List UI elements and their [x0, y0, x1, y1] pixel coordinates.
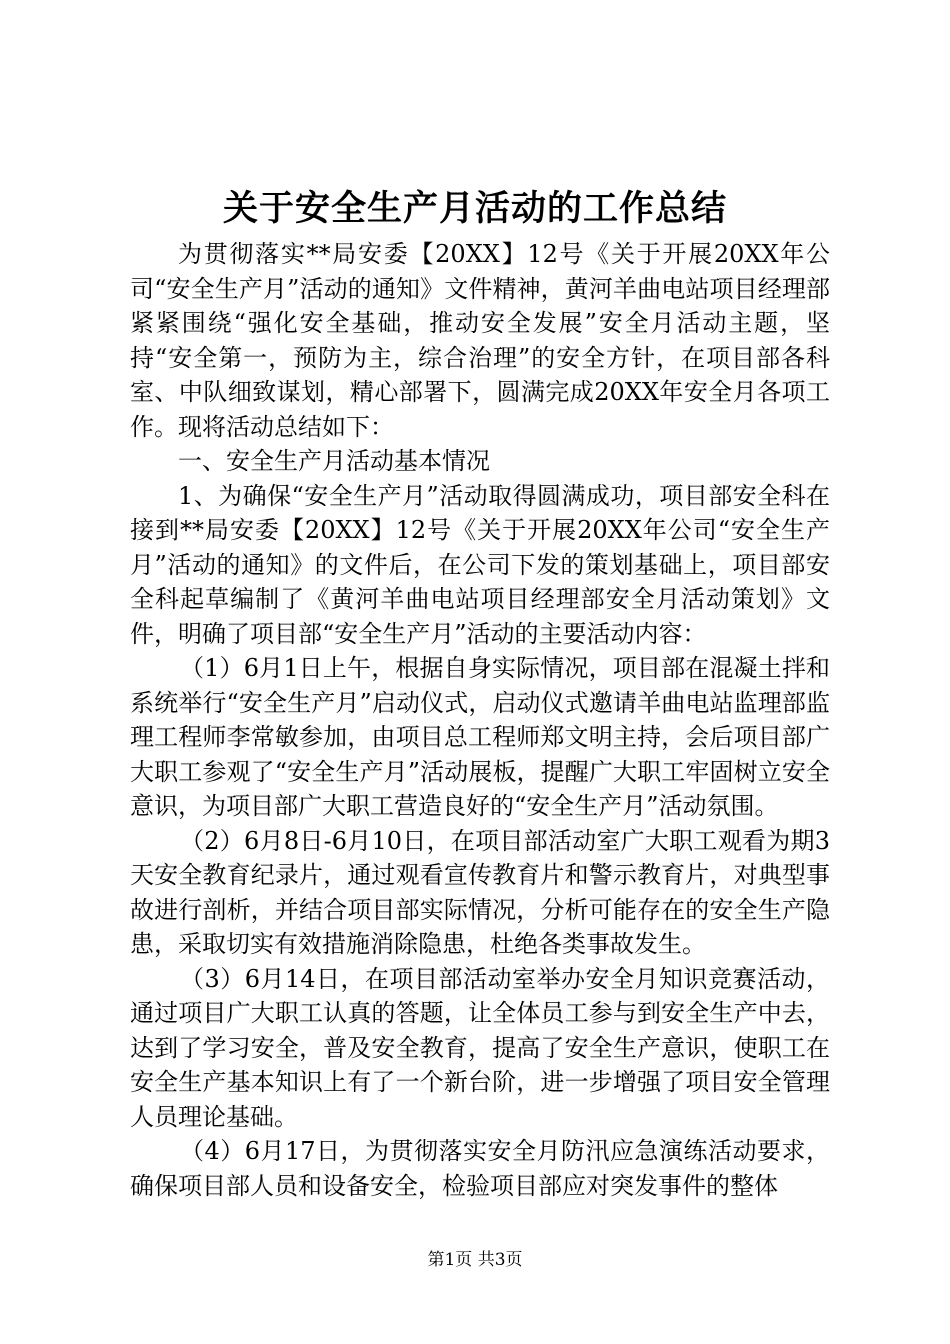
sub-item-paragraph-3: （3）6月14日，在项目部活动室举办安全月知识竞赛活动，通过项目广大职工认真的答题，让全体员工参与到安全生产中去，达到了学习安全，普及安全教育，提高了安全生产意识，使职工在安全生产基本知识上有了一个新台阶，进一步增强了项目安全管理人员理论基础。 — [130, 964, 830, 1131]
sub-item-paragraph-4: （4）6月17日，为贯彻落实安全月防汛应急演练活动要求，确保项目部人员和设备安全，检验项目部应对突发事件的整体 — [130, 1137, 830, 1200]
document-title: 关于安全生产月活动的工作总结 — [222, 188, 727, 229]
document-body — [130, 237, 830, 1203]
sub-item-paragraph-1: （1）6月1日上午，根据自身实际情况，项目部在混凝土拌和系统举行“安全生产月”启动仪式，启动仪式邀请羊曲电站监理部监理工程师李常敏参加，由项目总工程师郑文明主持，会后项目部广大职工参观了“安全生产月”活动展板，提醒广大职工牢固树立安全意识，为项目部广大职工营造良好的“安全生产月”活动氛围。 — [130, 654, 830, 820]
item-paragraph-1: 1、为确保“安全生产月”活动取得圆满成功，项目部安全科在接到**局安委【20XX】12号《关于开展20XX年公司“安全生产月”活动的通知》的文件后，在公司下发的策划基础上，项目部安全科起草编制了《黄河羊曲电站项目经理部安全月活动策划》文件，明确了项目部“安全生产月”活动的主要活动内容： — [130, 481, 830, 648]
page-number-footer: 第1页 共3页 — [427, 1250, 523, 1270]
intro-paragraph: 为贯彻落实**局安委【20XX】12号《关于开展20XX年公司“安全生产月”活动的通知》文件精神，黄河羊曲电站项目经理部紧紧围绕“强化安全基础，推动安全发展”安全月活动主题，坚持“安全第一，预防为主，综合治理”的安全方针，在项目部各科室、中队细致谋划，精心部署下，圆满完成20XX年安全月各项工作。现将活动总结如下： — [130, 240, 830, 441]
sub-item-paragraph-2: （2）6月8日-6月10日，在项目部活动室广大职工观看为期3天安全教育纪录片，通过观看宣传教育片和警示教育片，对典型事故进行剖析，并结合项目部实际情况，分析可能存在的安全生产隐患，采取切实有效措施消除隐患，杜绝各类事故发生。 — [130, 826, 830, 958]
section-heading-1: 一、安全生产月活动基本情况 — [178, 447, 490, 475]
